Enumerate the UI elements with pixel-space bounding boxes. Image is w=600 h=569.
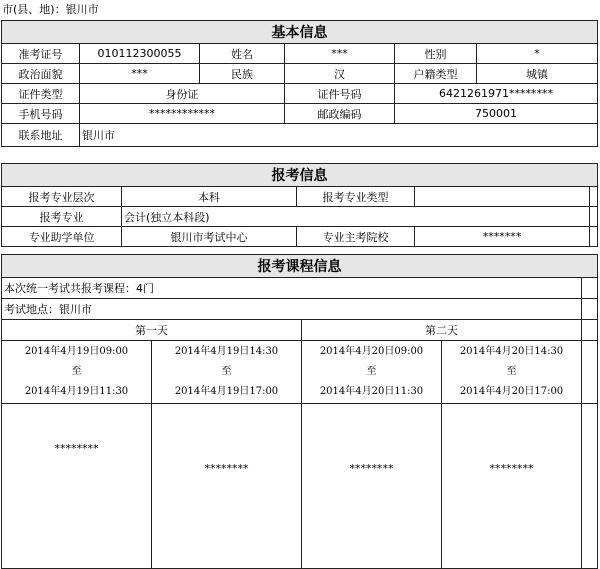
id-type-label: 证件类型 bbox=[2, 84, 80, 104]
session-end: 2014年4月20日17:00 bbox=[459, 386, 564, 397]
filler-cell bbox=[590, 187, 598, 207]
filler-cell bbox=[582, 278, 598, 299]
major-value: 会计(独立本科段) bbox=[122, 207, 590, 227]
address-label: 联系地址 bbox=[2, 124, 80, 147]
session-start: 2014年4月19日14:30 bbox=[174, 346, 279, 357]
session-start: 2014年4月20日09:00 bbox=[319, 346, 424, 357]
filler-cell bbox=[582, 299, 598, 320]
to-text: 至 bbox=[71, 366, 82, 377]
session-3-time bbox=[302, 341, 442, 404]
table-row bbox=[2, 278, 598, 299]
apply-info-table bbox=[1, 163, 598, 247]
type-label: 报考专业类型 bbox=[297, 187, 415, 207]
type-value bbox=[415, 187, 590, 207]
gender-value: * bbox=[477, 44, 598, 64]
session-4-course: ******** bbox=[442, 404, 582, 569]
session-1-time bbox=[2, 341, 152, 404]
political-value: *** bbox=[80, 64, 200, 84]
session-1-course: ******** bbox=[2, 404, 152, 569]
political-label: 政治面貌 bbox=[2, 64, 80, 84]
filler-cell bbox=[590, 207, 598, 227]
level-label: 报考专业层次 bbox=[2, 187, 122, 207]
basic-info-title: 基本信息 bbox=[2, 21, 598, 44]
table-row bbox=[2, 227, 598, 247]
exam-no-label: 准考证号 bbox=[2, 44, 80, 64]
filler-cell bbox=[590, 227, 598, 247]
table-row bbox=[2, 64, 598, 84]
filler-cell bbox=[582, 341, 598, 404]
table-row bbox=[2, 187, 598, 207]
course-info-table bbox=[1, 254, 598, 569]
major-label: 报考专业 bbox=[2, 207, 122, 227]
course-info-title: 报考课程信息 bbox=[2, 255, 598, 278]
unit-value: 银川市考试中心 bbox=[122, 227, 297, 247]
session-start: 2014年4月20日14:30 bbox=[459, 346, 564, 357]
phone-value: ************ bbox=[80, 104, 285, 124]
postcode-label: 邮政编码 bbox=[285, 104, 395, 124]
session-4-time bbox=[442, 341, 582, 404]
ethnicity-value: 汉 bbox=[285, 64, 395, 84]
to-text: 至 bbox=[506, 366, 517, 377]
to-text: 至 bbox=[221, 366, 232, 377]
address-value: 银川市 bbox=[80, 124, 598, 147]
exam-no-value: 010112300055 bbox=[80, 44, 200, 64]
table-row bbox=[2, 124, 598, 147]
to-text: 至 bbox=[366, 366, 377, 377]
basic-info-table bbox=[1, 20, 598, 147]
id-no-label: 证件号码 bbox=[285, 84, 395, 104]
session-start: 2014年4月19日09:00 bbox=[24, 346, 129, 357]
city-line: 市(县、地)：银川市 bbox=[2, 3, 99, 16]
school-value: ******* bbox=[415, 227, 590, 247]
session-3-course: ******** bbox=[302, 404, 442, 569]
day2-header: 第二天 bbox=[302, 320, 582, 341]
table-row bbox=[2, 320, 598, 341]
id-type-value: 身份证 bbox=[80, 84, 285, 104]
name-value: *** bbox=[285, 44, 395, 64]
session-time-row bbox=[2, 341, 598, 404]
table-row bbox=[2, 104, 598, 124]
session-2-time bbox=[152, 341, 302, 404]
name-label: 姓名 bbox=[200, 44, 285, 64]
session-end: 2014年4月20日11:30 bbox=[319, 386, 424, 397]
phone-label: 手机号码 bbox=[2, 104, 80, 124]
filler-cell bbox=[582, 320, 598, 341]
level-value: 本科 bbox=[122, 187, 297, 207]
hukou-value: 城镇 bbox=[477, 64, 598, 84]
table-row bbox=[2, 207, 598, 227]
table-row bbox=[2, 84, 598, 104]
hukou-label: 户籍类型 bbox=[395, 64, 477, 84]
apply-info-title: 报考信息 bbox=[2, 164, 598, 187]
school-label: 专业主考院校 bbox=[297, 227, 415, 247]
ethnicity-label: 民族 bbox=[200, 64, 285, 84]
gender-label: 性别 bbox=[395, 44, 477, 64]
course-count: 本次统一考试共报考课程：4门 bbox=[2, 278, 582, 299]
session-2-course: ******** bbox=[152, 404, 302, 569]
id-no-value: 6421261971******** bbox=[395, 84, 598, 104]
session-end: 2014年4月19日11:30 bbox=[24, 386, 129, 397]
day1-header: 第一天 bbox=[2, 320, 302, 341]
exam-location: 考试地点：银川市 bbox=[2, 299, 582, 320]
unit-label: 专业助学单位 bbox=[2, 227, 122, 247]
table-row bbox=[2, 44, 598, 64]
table-row bbox=[2, 299, 598, 320]
session-end: 2014年4月19日17:00 bbox=[174, 386, 279, 397]
postcode-value: 750001 bbox=[395, 104, 598, 124]
